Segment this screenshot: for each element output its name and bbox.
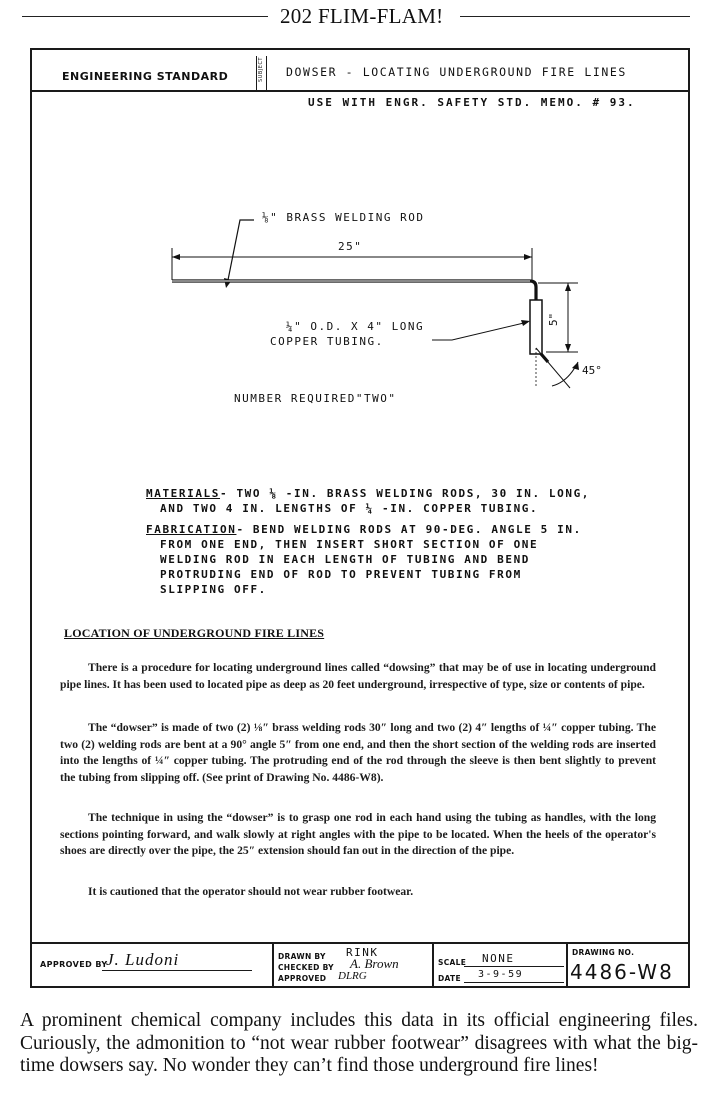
dowser-drawing [32,190,688,420]
drawing-number: 4486-W8 [570,960,674,984]
tubing-label-1: ¼" O.D. X 4" LONG [286,320,425,333]
fabrication-line-5: SLIPPING OFF. [160,583,267,596]
location-paragraph-2-text: The “dowser” is made of two (2) ⅛″ brass welding rods 30″ long and two (2) 4″ lengths of ¼″ copper tubing. The two (2) welding rods are bent at a 90° angle 5″ from one end, and then the short section of the welding rods are inserted into the lengths of ¼″ copper tubing. The protruding end of the rod through the sleeve is then bent slightly to prevent the tubing from slipping off. (See print of Drawing No. 4486-W8). [60,721,656,784]
rod-label: ⅛" BRASS WELDING ROD [262,211,425,224]
approved-sig-line [102,970,252,971]
titleblock-divider-1 [272,944,274,988]
height-dim-label: 5" [547,312,560,326]
drawn-by-value: RINK [346,946,379,959]
length-dim-label: 25" [338,240,363,253]
header-rule-left [22,16,268,17]
location-heading: LOCATION OF UNDERGROUND FIRE LINES [64,626,325,640]
dim-arrow-top [565,283,571,291]
engineering-sheet [30,48,690,988]
approved-by-signature: J. Ludoni [106,950,180,969]
angle-leg-1 [536,348,570,388]
subject-divider [256,56,257,90]
subject-tag: SUBJECT [258,57,264,82]
scale-value: NONE [482,952,515,965]
checked-by-signature: A. Brown [350,956,399,971]
page-header [0,2,715,30]
tubing-label-2: COPPER TUBING. [270,335,384,348]
scale-line [464,966,564,967]
scale-label: SCALE [438,958,467,967]
approved-by-label: APPROVED BY [40,960,108,969]
titleblock-divider-2 [432,944,434,988]
subject-divider-right [266,56,267,90]
fabrication-line-1: - BEND WELDING RODS AT 90-DEG. ANGLE 5 IN. [236,523,582,536]
location-paragraph-3 [60,810,656,860]
materials-heading: MATERIALS [146,487,221,500]
page-title: 202 FLIM-FLAM! [280,4,444,28]
date-line [464,982,564,983]
fabrication-line-2: FROM ONE END, THEN INSERT SHORT SECTION OF ONE [160,538,539,551]
location-paragraph-3-text: The technique in using the “dowser” is to grasp one rod in each hand using the tubing as handles, with the long sections pointing forward, and walk slowly at right angles with the pipe to be located. When the heels of the operator's shoes are directly over the pipe, the 25″ extension should fan out in the direction of the pipe. [60,811,656,857]
subject-text: DOWSER - LOCATING UNDERGROUND FIRE LINES [286,65,627,79]
fabrication-line-4: PROTRUDING END OF ROD TO PREVENT TUBING FROM [160,568,522,581]
sheet-title-strip [32,50,688,92]
tubing-leader [432,322,528,340]
fabrication-spec [146,522,582,597]
drawn-by-label: DRAWN BY [278,952,326,961]
date-value: 3-9-59 [478,969,524,980]
header-rule-right [460,16,690,17]
fabrication-heading: FABRICATION [146,523,237,536]
materials-line-2: AND TWO 4 IN. LENGTHS OF ¼ -IN. COPPER TUBING. [160,502,539,515]
date-label: DATE [438,974,461,983]
drawing-no-label: DRAWING NO. [572,948,635,957]
location-paragraph-4 [60,884,656,901]
title-block [32,942,688,988]
rod-leader [228,220,254,280]
materials-spec [146,486,590,516]
copper-tubing [530,300,542,354]
titleblock-divider-3 [566,944,568,988]
figure-caption: A prominent chemical company includes this data in its official engineering files. Curiously, the admonition to “not wear rubber footwear” disagrees with what the big-time dowsers say. No wonder they can’t find those underground fire lines! [20,1010,698,1076]
dim-arrow-left [172,254,180,260]
checked-by-label: CHECKED BY [278,963,334,972]
location-paragraph-4-text: It is cautioned that the operator should not wear rubber footwear. [88,885,414,898]
number-required: NUMBER REQUIRED"TWO" [234,392,397,405]
angle-arc-arrow [572,362,579,370]
materials-line-1: - TWO ⅛ -IN. BRASS WELDING RODS, 30 IN. LONG, [220,487,591,500]
approved-label: APPROVED [278,974,327,983]
location-paragraph-1-text: There is a procedure for locating underground lines called “dowsing” that may be of use in locating underground pipe lines. It has been used to located pipe as deep as 20 feet underground, irrespective of type, size or contents of pipe. [60,661,656,691]
standard-label: ENGINEERING STANDARD [62,70,229,83]
tubing-leader-arrow [521,320,530,326]
fabrication-line-3: WELDING ROD IN EACH LENGTH OF TUBING AND BEND [160,553,531,566]
location-paragraph-1 [60,660,656,693]
approved-signature: DLRG [338,970,367,982]
dim-arrow-bottom [565,344,571,352]
memo-reference: USE WITH ENGR. SAFETY STD. MEMO. # 93. [308,96,636,109]
location-paragraph-2 [60,720,656,786]
dim-arrow-right [524,254,532,260]
angle-dim-label: 45° [582,364,602,377]
